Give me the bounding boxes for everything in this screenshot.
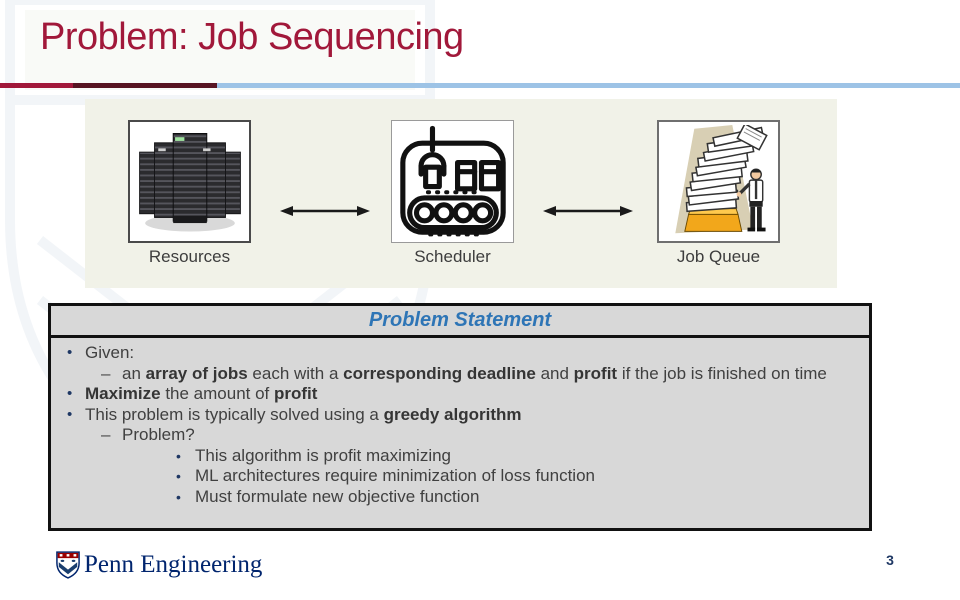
job-queue-image-frame	[657, 120, 780, 243]
statement-text: an array of jobs each with a corresponding deadline and profit if the job is finished on time	[122, 363, 827, 383]
statement-item	[51, 466, 869, 487]
penn-shield-icon	[56, 551, 80, 579]
statement-item	[51, 343, 869, 364]
statement-item	[51, 487, 869, 508]
problem-statement-box	[48, 303, 872, 531]
dash-bullet: –	[101, 363, 111, 383]
statement-text: Given:	[85, 343, 135, 362]
dot-bullet: •	[67, 344, 73, 361]
title-divider	[0, 83, 960, 88]
page-number: 3	[886, 552, 894, 568]
statement-text: Problem?	[122, 425, 195, 444]
statement-item	[51, 425, 869, 446]
paper-stack-icon	[662, 125, 776, 239]
double-arrow-icon	[543, 204, 633, 218]
statement-list	[51, 338, 869, 507]
crane-scheduler-icon	[396, 125, 510, 239]
dot-bullet: •	[176, 488, 181, 505]
statement-text: This algorithm is profit maximizing	[195, 445, 452, 465]
dot-bullet: •	[67, 385, 73, 402]
penn-engineering-logo	[56, 551, 262, 579]
scheduler-image-frame	[391, 120, 514, 243]
dot-bullet: •	[67, 405, 73, 423]
scheduler-label: Scheduler	[414, 247, 491, 266]
problem-statement-header: Problem Statement	[51, 306, 869, 338]
statement-text: Maximize the amount of profit	[85, 384, 318, 403]
statement-text: Must formulate new objective function	[195, 486, 480, 506]
resources-label: Resources	[148, 247, 231, 266]
statement-item	[51, 384, 869, 405]
statement-text: ML architectures require minimization of loss function	[195, 466, 595, 485]
statement-item	[51, 446, 869, 467]
resources-image-frame	[128, 120, 251, 243]
slide-title: Problem: Job Sequencing	[40, 16, 464, 58]
statement-item	[51, 405, 869, 426]
double-arrow-icon	[280, 204, 370, 218]
diagram-panel	[85, 99, 837, 288]
job-queue-label: Job Queue	[676, 247, 761, 266]
dash-bullet: –	[101, 425, 111, 444]
dot-bullet: •	[176, 468, 181, 484]
server-rack-icon	[134, 126, 246, 238]
statement-text: This problem is typically solved using a greedy algorithm	[85, 404, 522, 424]
penn-engineering-wordmark: Penn Engineering	[84, 551, 263, 578]
statement-item	[51, 364, 869, 385]
dot-bullet: •	[176, 447, 181, 464]
